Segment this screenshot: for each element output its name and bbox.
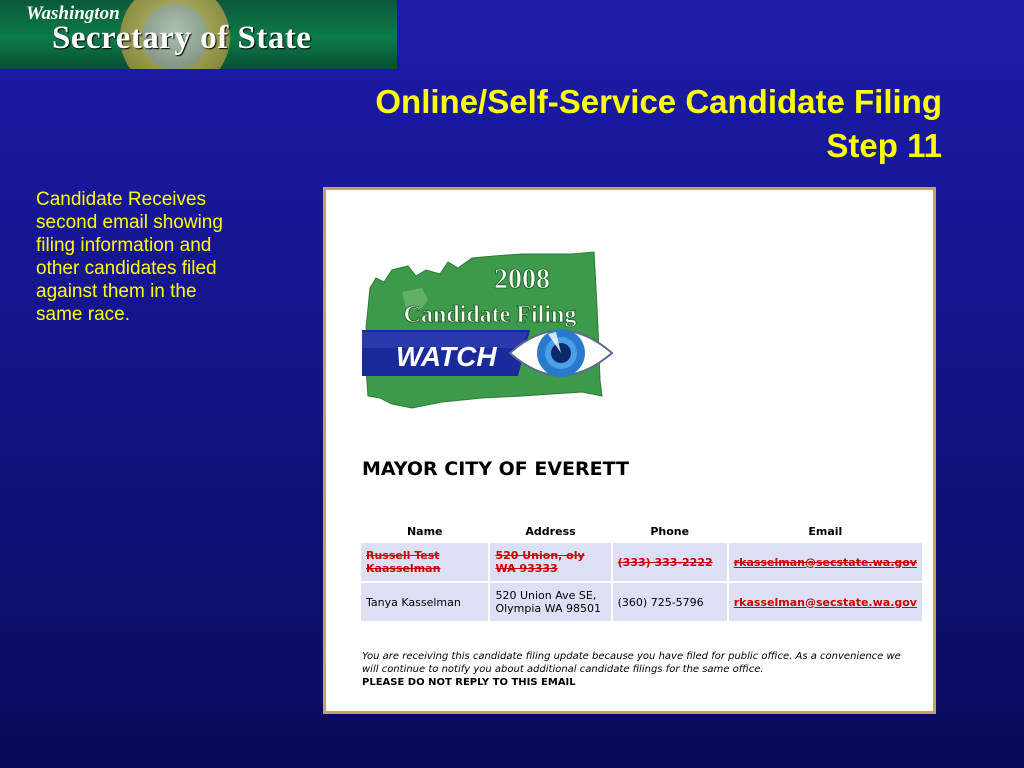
- candidate-address: 520 Union, oly WA 93333: [490, 543, 610, 581]
- candidate-address: 520 Union Ave SE, Olympia WA 98501: [490, 583, 610, 621]
- column-header-email: Email: [729, 522, 922, 541]
- column-header-name: Name: [361, 522, 488, 541]
- email-screenshot: [323, 187, 936, 714]
- candidate-phone: (360) 725-5796: [613, 583, 727, 621]
- sos-banner: [0, 0, 398, 70]
- candidates-table: [359, 520, 924, 623]
- logo-year: 2008: [494, 264, 550, 295]
- column-header-phone: Phone: [613, 522, 727, 541]
- candidate-email-link[interactable]: rkasselman@secstate.wa.gov: [733, 555, 917, 569]
- column-header-address: Address: [490, 522, 610, 541]
- candidate-name: Russell Test Kaasselman: [361, 543, 488, 581]
- email-notice: [362, 650, 902, 689]
- no-reply-warning: PLEASE DO NOT REPLY TO THIS EMAIL: [362, 677, 576, 688]
- candidate-name: Tanya Kasselman: [361, 583, 488, 621]
- candidate-email-cell: [729, 583, 922, 621]
- race-heading: MAYOR CITY OF EVERETT: [362, 458, 629, 480]
- table-row: [361, 583, 922, 621]
- logo-watch: WATCH: [396, 341, 497, 372]
- slide-title-line2: Step 11: [826, 127, 942, 164]
- table-row: [361, 543, 922, 581]
- candidate-email-link[interactable]: rkasselman@secstate.wa.gov: [733, 595, 917, 609]
- notice-text: You are receiving this candidate filing update because you have filed for public office. As a convenience we will continue to notify you about additional candidate filings for the same office.: [362, 651, 901, 675]
- candidate-phone: (333) 333-2222: [613, 543, 727, 581]
- candidate-email-cell: [729, 543, 922, 581]
- banner-office-name: Secretary of State: [52, 20, 312, 56]
- table-header-row: [361, 522, 922, 541]
- slide-title-line1: Online/Self-Service Candidate Filing: [375, 83, 942, 120]
- logo-label: Candidate Filing: [403, 302, 577, 328]
- banner-state-name: Washington: [26, 3, 120, 24]
- slide-title: [375, 80, 942, 168]
- slide-description: Candidate Receives second email showing filing information and other candidates filed against them in the same race.: [36, 189, 223, 325]
- candidate-filing-watch-logo: [362, 248, 617, 416]
